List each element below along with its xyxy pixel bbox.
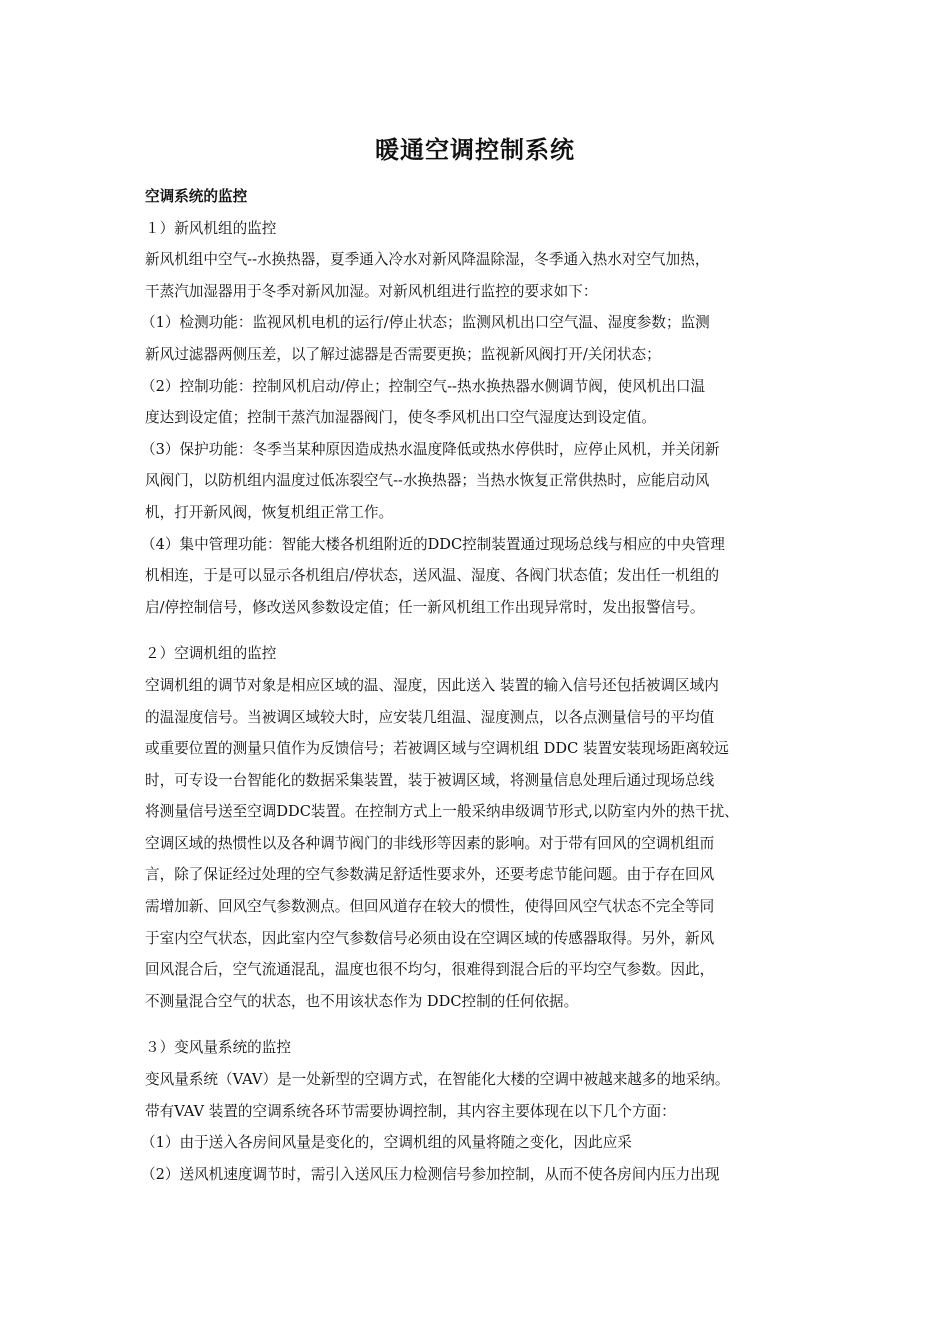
paragraph-line: （2）控制功能：控制风机启动/停止；控制空气--热水换热器水侧调节阀，使风机出口温 — [141, 377, 706, 395]
paragraph-line: （4）集中管理功能：智能大楼各机组附近的DDC控制装置通过现场总线与相应的中央管理 — [141, 535, 725, 553]
paragraph-line: （1）检测功能：监视风机电机的运行/停止状态；监测风机出口空气温、湿度参数；监测 — [141, 314, 710, 332]
paragraph-line: （2）送风机速度调节时，需引入送风压力检测信号参加控制，从而不使各房间内压力出现 — [141, 1165, 720, 1183]
paragraph-line: 风阀门，以防机组内温度过低冻裂空气--水换热器；当热水恢复正常供热时，应能启动风 — [145, 472, 710, 490]
paragraph-line: 时，可专设一台智能化的数据采集装置，装于被调区域，将测量信息处理后通过现场总线 — [145, 771, 715, 789]
paragraph-line: （3）保护功能：冬季当某种原因造成热水温度降低或热水停供时，应停止风机，并关闭新 — [141, 440, 720, 458]
paragraph-line: 新风过滤器两侧压差，以了解过滤器是否需要更换；监视新风阀打开/关闭状态； — [145, 345, 661, 363]
paragraph-line: 空调区域的热惯性以及各种调节阀门的非线形等因素的影响。对于带有回风的空调机组而 — [145, 834, 715, 852]
paragraph-line: 于室内空气状态，因此室内空气参数信号必须由设在空调区域的传感器取得。另外，新风 — [145, 929, 715, 947]
section-heading: 空调系统的监控 — [145, 188, 248, 205]
paragraph-line: 启/停控制信号，修改送风参数设定值；任一新风机组工作出现异常时，发出报警信号。 — [145, 598, 705, 616]
paragraph-line: 回风混合后，空气流通混乱，温度也很不均匀，很难得到混合后的平均空气参数。因此， — [145, 961, 715, 979]
paragraph-line: 带有VAV 装置的空调系统各环节需要协调控制，其内容主要体现在以下几个方面： — [145, 1102, 676, 1120]
paragraph-line: 需增加新、回风空气参数测点。但回风道存在较大的惯性，使得回风空气状态不完全等同 — [145, 898, 715, 916]
subsection-heading-1: １）新风机组的监控 — [145, 219, 277, 237]
paragraph-gap — [145, 623, 813, 638]
document-body — [141, 181, 813, 1190]
paragraph-line: 干蒸汽加湿器用于冬季对新风加湿。对新风机组进行监控的要求如下： — [145, 282, 598, 300]
paragraph-line: 机相连，于是可以显示各机组启/停状态，送风温、湿度、各阀门状态值；发出任一机组的 — [145, 567, 720, 585]
paragraph-line: 新风机组中空气--水换热器，夏季通入冷水对新风降温除湿，冬季通入热水对空气加热， — [145, 251, 710, 269]
paragraph-line: 度达到设定值；控制干蒸汽加湿器阀门，使冬季风机出口空气湿度达到设定值。 — [145, 409, 656, 427]
paragraph-gap — [145, 1017, 813, 1032]
paragraph-line: （1）由于送入各房间风量是变化的，空调机组的风量将随之变化，因此应采 — [141, 1134, 632, 1152]
subsection-heading-3: ３）变风量系统的监控 — [145, 1039, 291, 1057]
paragraph-line: 的温湿度信号。当被调区域较大时，应安装几组温、湿度测点，以各点测量信号的平均值 — [145, 708, 715, 726]
paragraph-line: 不测量混合空气的状态，也不用该状态作为 DDC控制的任何依据。 — [145, 992, 579, 1010]
subsection-heading-2: ２）空调机组的监控 — [145, 645, 277, 663]
paragraph-line: 机，打开新风阀，恢复机组正常工作。 — [145, 503, 394, 521]
paragraph-line: 或重要位置的测量只值作为反馈信号；若被调区域与空调机组 DDC 装置安装现场距离较远 — [145, 740, 729, 758]
paragraph-line: 将测量信号送至空调DDC装置。在控制方式上一般采纳串级调节形式,以防室内外的热干扰、 — [145, 803, 739, 821]
paragraph-line: 变风量系统（VAV）是一处新型的空调方式，在智能化大楼的空调中被越来越多的地采纳。 — [145, 1071, 730, 1089]
paragraph-line: 空调机组的调节对象是相应区域的温、湿度，因此送入 装置的输入信号还包括被调区域内 — [145, 676, 719, 694]
document-title: 暖通空调控制系统 — [375, 136, 575, 164]
paragraph-line: 言，除了保证经过处理的空气参数满足舒适性要求外，还要考虑节能问题。由于存在回风 — [145, 866, 715, 884]
